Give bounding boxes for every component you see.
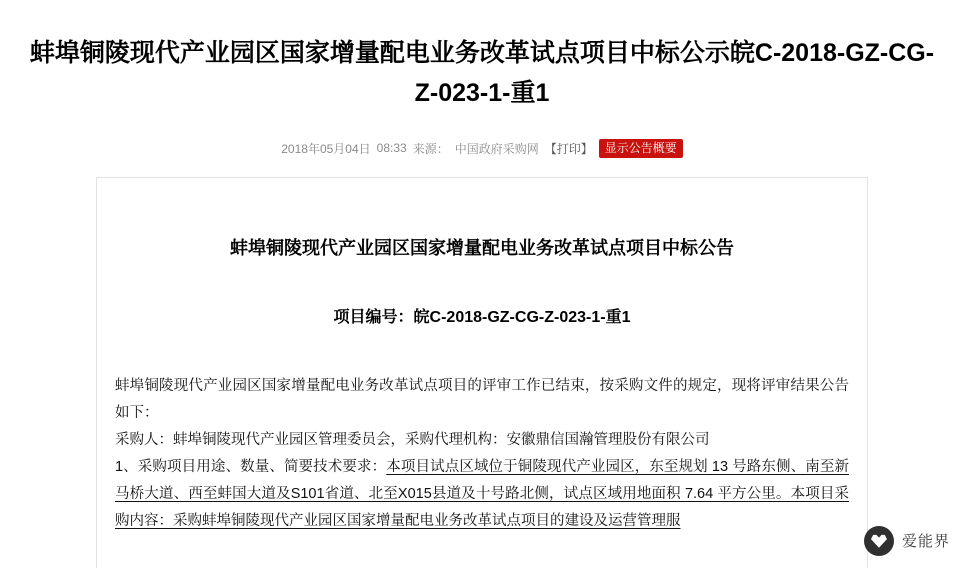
document-paragraphs [115,373,849,535]
source-label: 来源： [412,141,449,156]
show-summary-button[interactable]: 显示公告概要 [599,139,683,158]
print-button[interactable]: 【打印】 [544,141,593,156]
watermark [864,526,950,556]
document-body [97,178,867,535]
heart-logo-icon [864,526,894,556]
document-frame [96,177,868,568]
item-1-prefix: 1、采购项目用途、数量、简要技术要求： [115,458,387,475]
document-project-number: 项目编号：皖C-2018-GZ-CG-Z-023-1-重1 [333,308,631,326]
paragraph-item-1 [115,454,849,535]
publish-time: 08:33 [376,141,407,156]
item-1-underlined-text: 本项目试点区域位于铜陵现代产业园区，东至规划 13 号路东侧、南至新马桥大道、西至蚌国大道及S101省道、北至X015县道及十号路北侧，试点区域用地面积 7.64 平方公里。本项目采购内容：采购蚌埠铜陵现代产业园区国家增量配电业务改革试点项目的建设及运营管理服 [115,458,849,529]
page-title: 蚌埠铜陵现代产业园区国家增量配电业务改革试点项目中标公示皖C-2018-GZ-CG-Z-023-1-重1 [29,38,935,107]
source-name[interactable]: 中国政府采购网 [454,141,539,156]
page-root [0,17,964,568]
publish-date: 2018年05月04日 [281,141,371,156]
article-meta [0,139,964,158]
watermark-label: 爱能界 [901,533,950,551]
paragraph-purchaser: 采购人：蚌埠铜陵现代产业园区管理委员会，采购代理机构：安徽鼎信国瀚管理股份有限公司 [115,431,710,448]
document-heading: 蚌埠铜陵现代产业园区国家增量配电业务改革试点项目中标公告 [230,237,734,258]
paragraph-intro: 蚌埠铜陵现代产业园区国家增量配电业务改革试点项目的评审工作已结束，按采购文件的规定，现将评审结果公告如下： [115,377,849,421]
